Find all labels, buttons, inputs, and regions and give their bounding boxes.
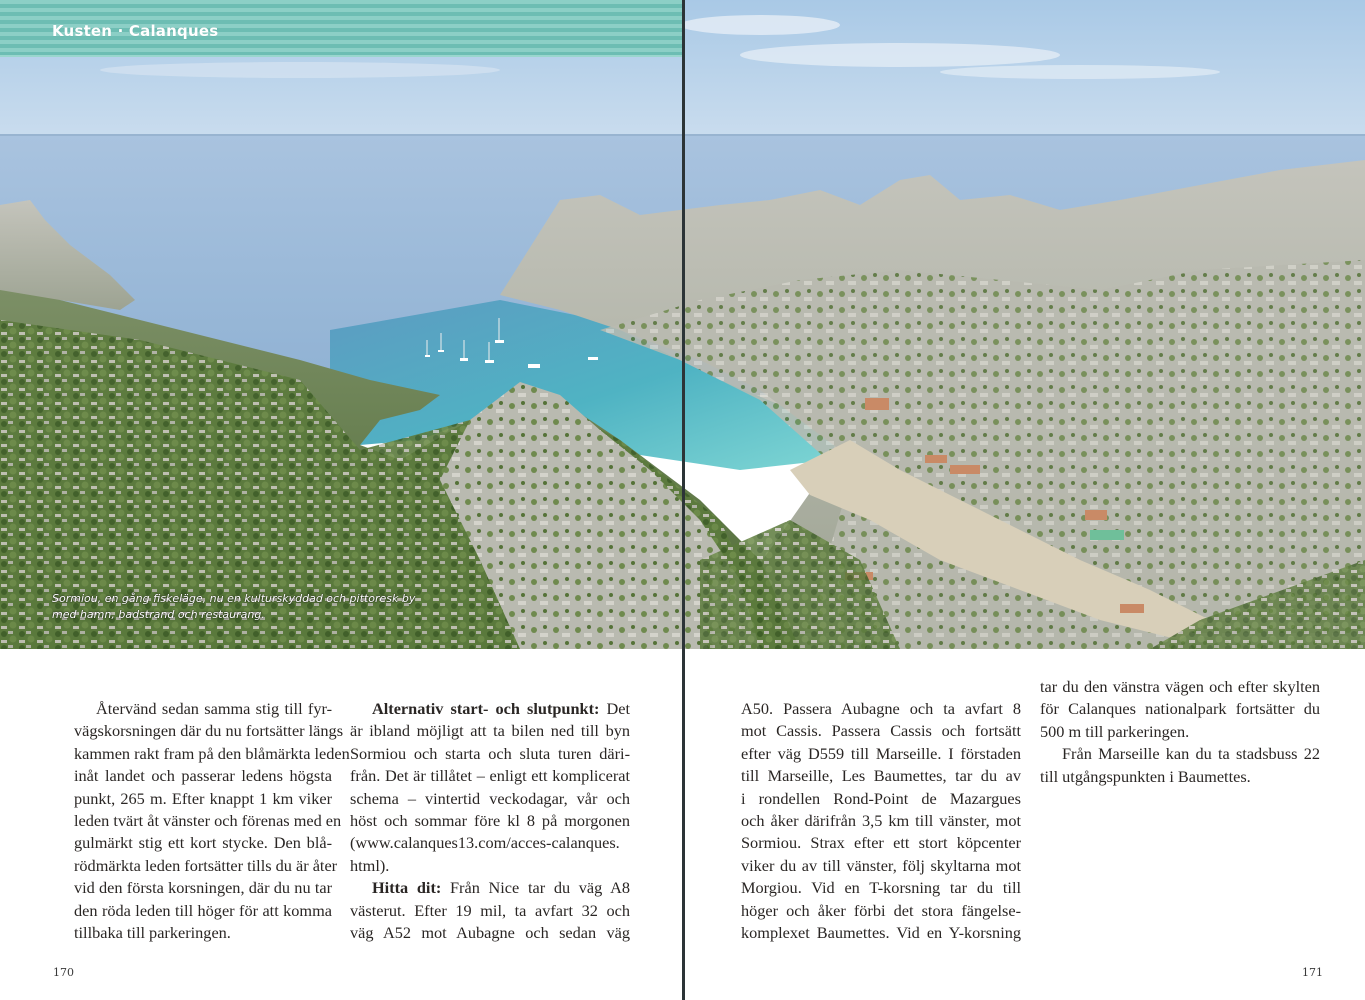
text-fragment: Från Nice tar du väg A8 <box>441 878 630 898</box>
paragraph-alternative-start <box>350 698 630 877</box>
paragraph <box>741 698 1021 944</box>
text-line: 500 m till parkeringen. <box>1040 721 1190 741</box>
text-column-3 <box>741 698 1021 944</box>
paragraph <box>52 698 350 944</box>
text-line: höst och sommar före kl 8 på morgonen <box>350 811 630 831</box>
text-line: rödmärkta leden fortsätter tills du är åter <box>74 855 338 875</box>
caption-line: med hamn, badstrand och restaurang. <box>52 608 265 621</box>
text-column-4 <box>1040 676 1320 788</box>
text-column-1 <box>52 698 350 944</box>
text-line: kammen rakt fram på den blåmärkta leden <box>74 743 350 763</box>
paragraph-directions <box>350 877 630 944</box>
text-line: schema – vintertid veckodagar, vår och <box>350 788 630 808</box>
caption-line: Sormiou, en gång fiskeläge, nu en kulturskyddad och pittoresk by <box>52 592 416 605</box>
text-line: tar du den vänstra vägen och efter skylten <box>1040 677 1320 696</box>
text-fragment: Det <box>599 699 631 718</box>
text-line: tillbaka till parkeringen. <box>74 923 231 943</box>
text-line: mot Cassis. Passera Cassis och fortsätt <box>741 721 1021 741</box>
text-line: A50. Passera Aubagne och ta avfart 8 <box>741 699 1021 718</box>
text-line: leden tvärt åt vänster och förenas med en <box>74 811 342 831</box>
book-gutter <box>682 0 685 1000</box>
text-line: komplexet Baumettes. Vid en Y-korsning <box>741 923 1021 943</box>
text-line: Sormiou. Strax efter ett stort köpcenter <box>741 833 1021 853</box>
section-title: Kusten · Calanques <box>52 22 219 40</box>
text-line: är ibland möjligt att ta bilen ned till byn <box>350 721 630 741</box>
text-line: efter väg D559 till Marseille. I förstaden <box>741 743 1021 763</box>
text-line: gulmärkt stig ett kort stycke. Den blå- <box>74 833 332 853</box>
text-line: vid den första korsningen, där du nu tar <box>74 878 332 898</box>
text-line: Återvänd sedan samma stig till fyr- <box>96 699 332 718</box>
text-line: html). <box>350 855 390 875</box>
text-line: Morgiou. Vid en T-korsning tar du till <box>741 878 1021 898</box>
text-line: (www.calanques13.com/acces-calanques. <box>350 833 620 853</box>
text-line: till utgångspunkten i Baumettes. <box>1040 766 1251 786</box>
text-line: inåt landet och passerar ledens högsta <box>74 766 332 786</box>
text-line <box>350 877 630 899</box>
text-column-2 <box>350 698 630 944</box>
text-line: den röda leden till höger för att komma <box>74 900 332 920</box>
text-line: till Marseille, Les Baumettes, tar du av <box>741 766 1021 786</box>
text-line: punkt, 265 m. Efter knappt 1 km viker <box>74 788 332 808</box>
paragraph-lead: Hitta dit: <box>372 878 442 898</box>
text-line: väg A52 mot Aubagne och sedan väg <box>350 923 630 943</box>
page-number-left: 170 <box>53 966 74 979</box>
text-line <box>350 698 630 720</box>
text-line: och åker därifrån 3,5 km till vänster, mot <box>741 811 1021 831</box>
paragraph-lead: Alternativ start- och slutpunkt: <box>372 699 600 718</box>
text-line: västerut. Efter 19 mil, ta avfart 32 och <box>350 900 630 920</box>
text-line: Sormiou och starta och sluta turen däri- <box>350 743 630 763</box>
text-line: från. Det är tillåtet – enligt ett komplicerat <box>350 766 630 786</box>
text-line: viker du av till vänster, följ skyltarna mot <box>741 855 1021 875</box>
text-line: vägskorsningen där du nu fortsätter längs <box>74 721 344 741</box>
text-line: i rondellen Rond-Point de Mazargues <box>741 788 1021 808</box>
section-header-band <box>0 0 683 57</box>
text-line: för Calanques nationalpark fortsätter du <box>1040 699 1320 719</box>
paragraph <box>1040 676 1320 743</box>
text-line: höger och åker förbi det stora fängelse- <box>741 900 1021 920</box>
page-number-right: 171 <box>1302 966 1323 979</box>
text-line: Från Marseille kan du ta stadsbuss 22 <box>1062 744 1320 764</box>
paragraph-bus <box>1040 743 1320 788</box>
photo-caption <box>52 591 452 623</box>
